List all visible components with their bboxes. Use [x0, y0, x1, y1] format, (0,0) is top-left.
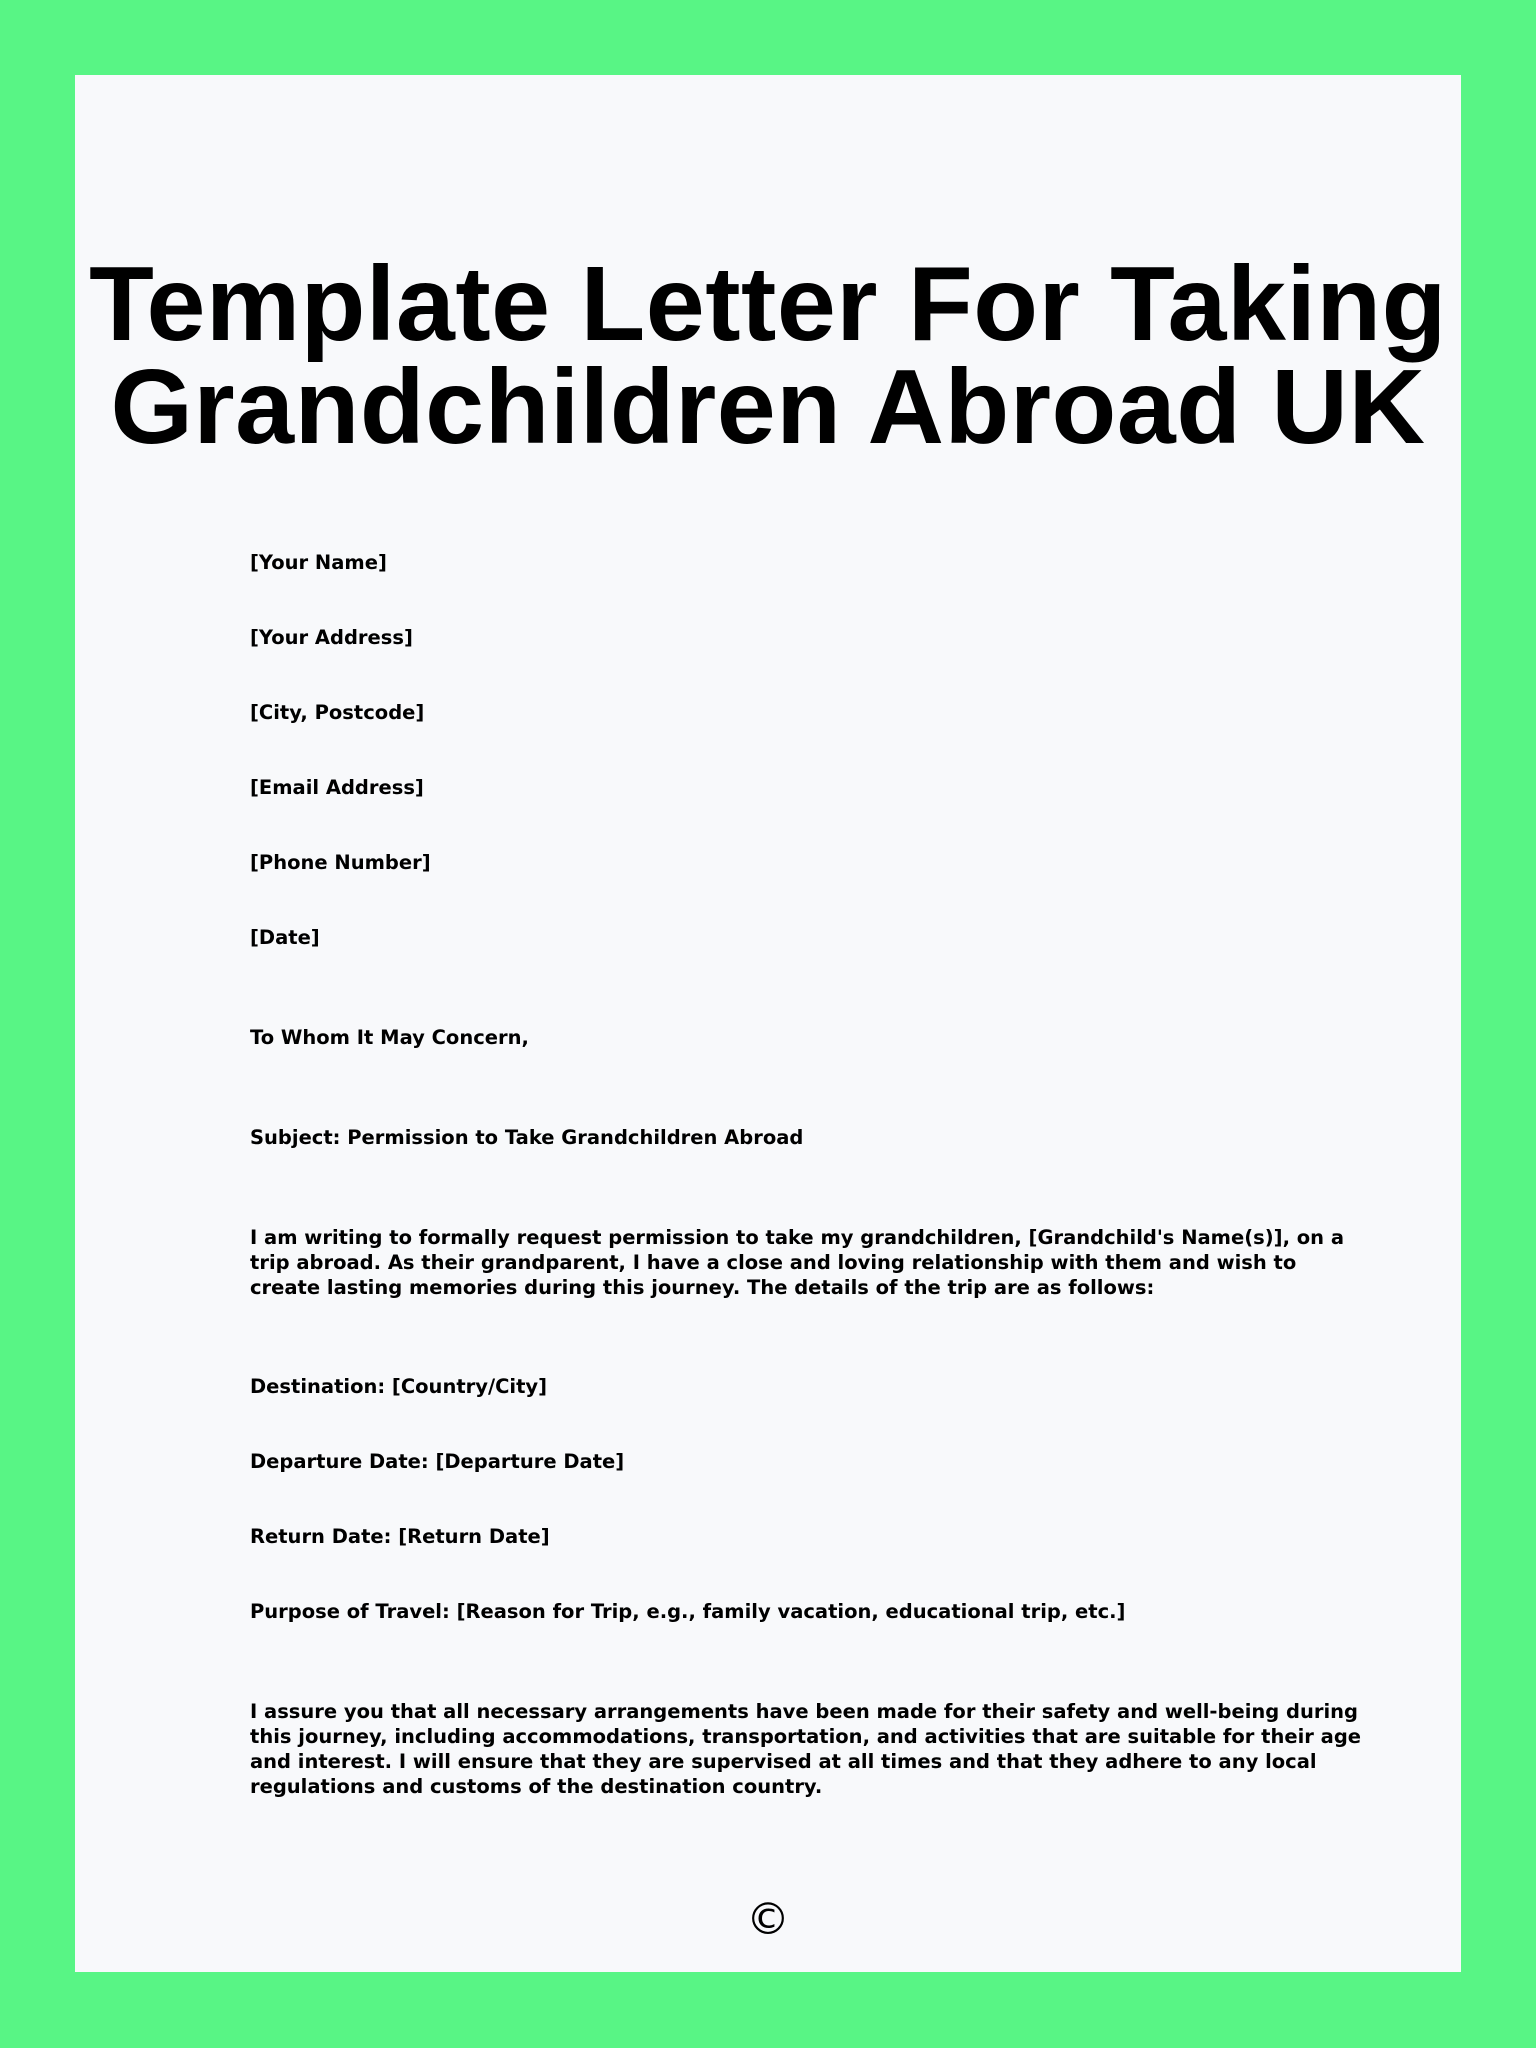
copyright-icon: ©: [746, 1894, 790, 1945]
trip-departure-date: Departure Date: [Departure Date]: [250, 1450, 625, 1473]
title-line-1: Template Letter For Taking: [89, 245, 1447, 363]
trip-purpose: Purpose of Travel: [Reason for Trip, e.g., family vacation, educational trip, etc.]: [250, 1600, 1126, 1623]
trip-destination: Destination: [Country/City]: [250, 1375, 548, 1398]
title-line-2: Grandchildren Abroad UK: [110, 348, 1426, 466]
letter-date: [Date]: [250, 926, 320, 949]
intro-paragraph: I am writing to formally request permission to take my grandchildren, [Grandchild's Name(s)], on a trip abroad. As their grandparent, I have a close and loving relationship with them and wish to create lasting memories during this journey. The details of the trip are as follows:: [250, 1226, 1344, 1299]
letter-page: [75, 75, 1461, 1972]
trip-return-date: Return Date: [Return Date]: [250, 1525, 550, 1548]
sender-city-postcode: [City, Postcode]: [250, 701, 425, 724]
salutation: To Whom It May Concern,: [250, 1026, 529, 1049]
subject-line: Subject: Permission to Take Grandchildren Abroad: [250, 1126, 804, 1149]
sender-address: [Your Address]: [250, 626, 413, 649]
sender-name: [Your Name]: [250, 551, 387, 574]
sender-phone: [Phone Number]: [250, 851, 431, 874]
page-title: [75, 245, 1461, 466]
assurance-paragraph: I assure you that all necessary arrangements have been made for their safety and well-being during this journey, including accommodations, transportation, and activities that are suitable for their age and interest. I will ensure that they are supervised at all times and that they adhere to any local regulations and customs of the destination country.: [250, 1700, 1362, 1798]
sender-email: [Email Address]: [250, 776, 424, 799]
